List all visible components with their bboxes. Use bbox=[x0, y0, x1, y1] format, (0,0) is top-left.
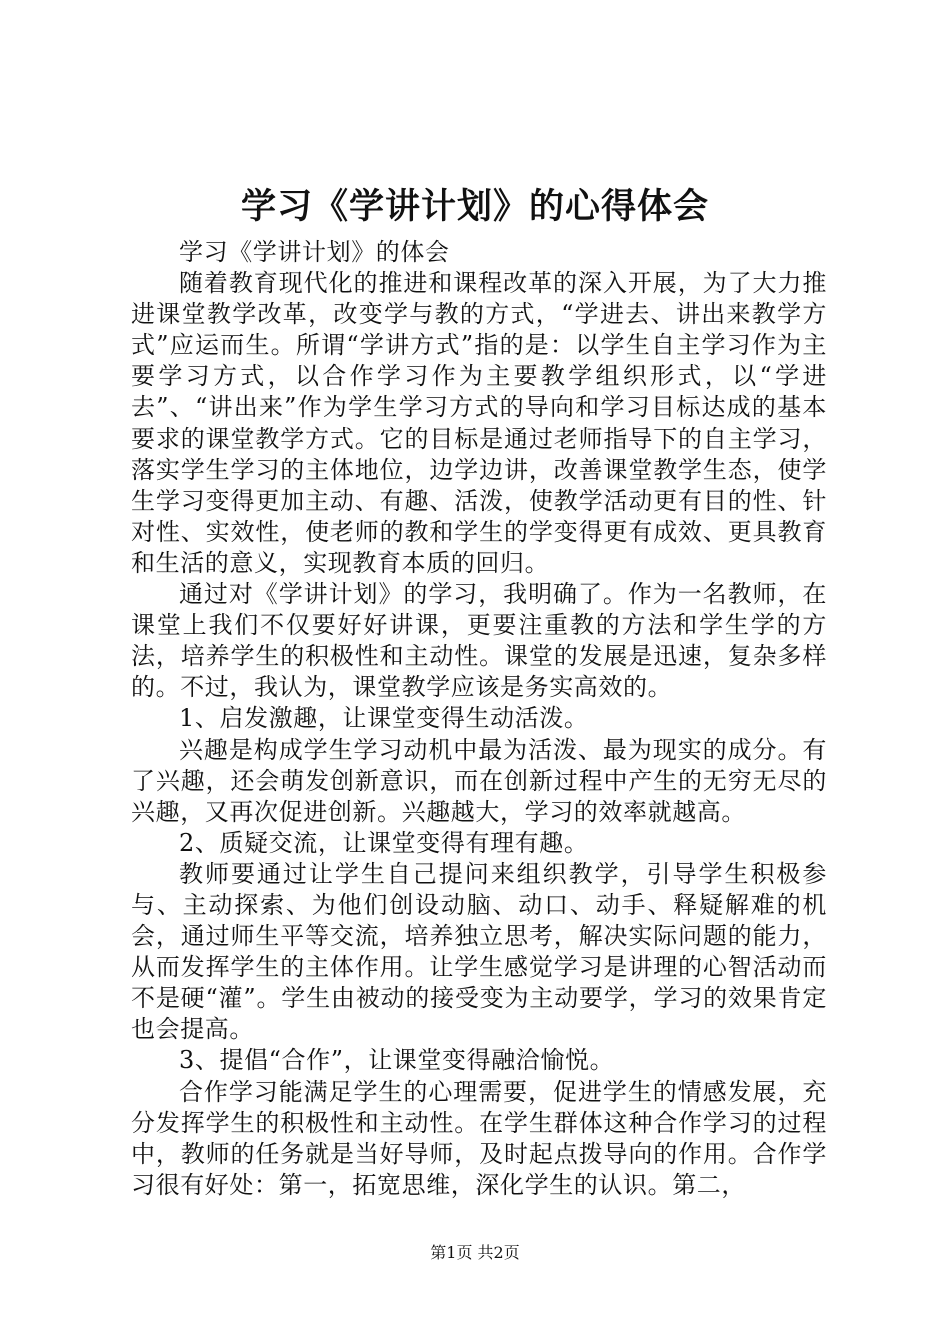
section-heading-3: 3、提倡“合作”，让课堂变得融洽愉悦。 bbox=[179, 1046, 615, 1075]
paragraph-subtitle: 学习《学讲计划》的体会 bbox=[179, 238, 450, 266]
document-body bbox=[131, 237, 827, 1201]
document-title: 学习《学讲计划》的心得体会 bbox=[240, 187, 709, 227]
paragraph-questioning: 教师要通过让学生自己提问来组织教学，引导学生积极参与、主动探索、为他们创设动脑、动口、动手、释疑解难的机会，通过师生平等交流，培养独立思考，解决实际问题的能力，从而发挥学生的主体作用。让学生感觉学习是讲理的心智活动而不是硬“灌”。学生由被动的接受变为主动要学，学习的效果肯定也会提高。 bbox=[131, 859, 827, 1044]
paragraph-cooperation: 合作学习能满足学生的心理需要，促进学生的情感发展，充分发挥学生的积极性和主动性。在学生群体这种合作学习的过程中，教师的任务就是当好导师，及时起点拨导向的作用。合作学习很有好处：第一，拓宽思维，深化学生的认识。第二， bbox=[131, 1077, 827, 1199]
page-number: 第1页 共2页 bbox=[430, 1243, 520, 1262]
paragraph-reflection: 通过对《学讲计划》的学习，我明确了。作为一名教师，在课堂上我们不仅要好好讲课，更要注重教的方法和学生学的方法，培养学生的积极性和主动性。课堂的发展是迅速，复杂多样的。不过，我认为，课堂教学应该是务实高效的。 bbox=[131, 580, 827, 702]
paragraph-introduction: 随着教育现代化的推进和课程改革的深入开展，为了大力推进课堂教学改革，改变学与教的方式，“学进去、讲出来教学方式”应运而生。所谓“学讲方式”指的是：以学生自主学习作为主要学习方式，以合作学习作为主要教学组织形式，以“学进去”、“讲出来”作为学生学习方式的导向和学习目标达成的基本要求的课堂教学方式。它的目标是通过老师指导下的自主学习，落实学生学习的主体地位，边学边讲，改善课堂教学生态，使学生学习变得更加主动、有趣、活泼，使教学活动更有目的性、针对性、实效性，使老师的教和学生的学变得更有成效、更具教育和生活的意义，实现教育本质的回归。 bbox=[131, 269, 827, 577]
section-heading-1: 1、启发激趣，让课堂变得生动活泼。 bbox=[179, 704, 589, 733]
paragraph-interest: 兴趣是构成学生学习动机中最为活泼、最为现实的成分。有了兴趣，还会萌发创新意识，而在创新过程中产生的无穷无尽的兴趣，又再次促进创新。兴趣越大，学习的效率就越高。 bbox=[131, 735, 827, 826]
section-heading-2: 2、质疑交流，让课堂变得有理有趣。 bbox=[179, 828, 589, 857]
